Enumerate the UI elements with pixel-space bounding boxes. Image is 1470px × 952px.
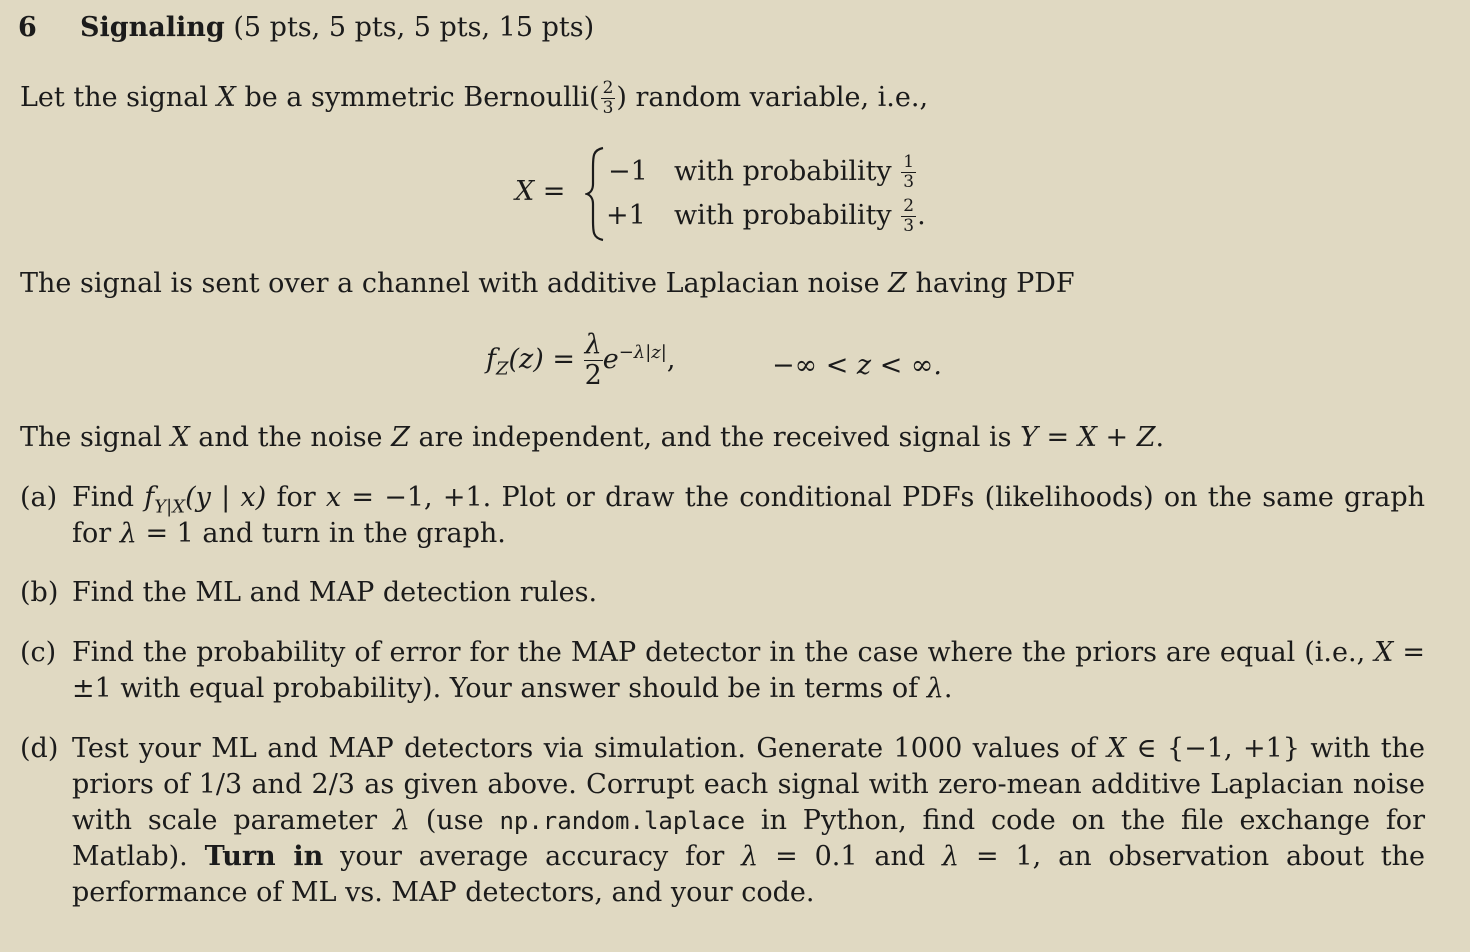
part-a <box>20 480 1425 552</box>
part-a-text: Find $f_{Y|X}(y$ | x) for x = −1, +1. Plot or draw the conditional PDFs (likelihoods) on the same graph for λ = 1 and turn in the graph. <box>72 482 1426 549</box>
section-heading <box>18 10 594 46</box>
part-b <box>20 575 1425 611</box>
case-row-2-text: with probability $\frac{2}{3}$ . <box>674 196 926 236</box>
case-row-1: −1 <box>608 156 648 187</box>
part-b-text: Find the ML and MAP detection rules. <box>72 577 598 608</box>
two-thirds-fraction-2: $\frac{2}{3}$ <box>903 196 915 236</box>
one-third-fraction: $\frac{1}{3}$ <box>903 152 915 192</box>
case-row-2: +1 <box>606 200 646 231</box>
section-title: Signaling <box>79 12 225 43</box>
pdf-range: −∞ < z < ∞. <box>772 350 942 381</box>
noise-paragraph: The signal is sent over a channel with additive Laplacian noise Z having PDF <box>20 268 1075 299</box>
code-snippet: np.random.laplace <box>499 807 746 835</box>
cases-lhs: X = <box>515 176 566 207</box>
two-thirds-fraction: $\frac{2}{3}$ <box>602 78 614 118</box>
case-row-1-text: with probability $\frac{1}{3}$ <box>674 152 915 192</box>
left-brace <box>585 146 607 242</box>
part-a-label: (a) <box>20 482 58 513</box>
part-d-text: Test your ML and MAP detectors via simulation. Generate 1000 values of X ∈ {−1, +1} with the priors of 1/3 and 2/3 as given above. Corrupt each signal with zero-mean additive Laplacian noise with scale parameter λ (use np.random.laplace in Python, find code on the file exchange for Matlab). Turn in your average accuracy for λ = 0.1 and λ = 1, an observation about the performance of ML vs. MAP detectors, and your code. <box>72 733 1425 908</box>
lambda-over-two: $\frac{\lambda}{2}$ <box>584 329 602 391</box>
part-c-text: Find the probability of error for the MAP detector in the case where the priors are equal (i.e., X = ±1 with equal probability). Your answer should be in terms of λ. <box>72 637 1425 704</box>
independence-paragraph: The signal X and the noise Z are independent, and the received signal is Y = X + Z. <box>20 422 1165 453</box>
part-c <box>20 635 1425 707</box>
part-d-label: (d) <box>20 733 59 764</box>
section-number: 6 <box>18 12 37 43</box>
intro-paragraph: Let the signal X be a symmetric Bernoulli( $\frac{2}{3}$ ) random variable, i.e., <box>20 78 929 118</box>
part-d <box>20 731 1425 911</box>
part-b-label: (b) <box>20 577 59 608</box>
part-c-label: (c) <box>20 637 57 668</box>
section-points: (5 pts, 5 pts, 5 pts, 15 pts) <box>233 12 595 43</box>
pdf-equation: $f_Z(z)$ = $\frac{\lambda}{2}$ $e^{-\lambda|z|}$, <box>486 329 676 391</box>
